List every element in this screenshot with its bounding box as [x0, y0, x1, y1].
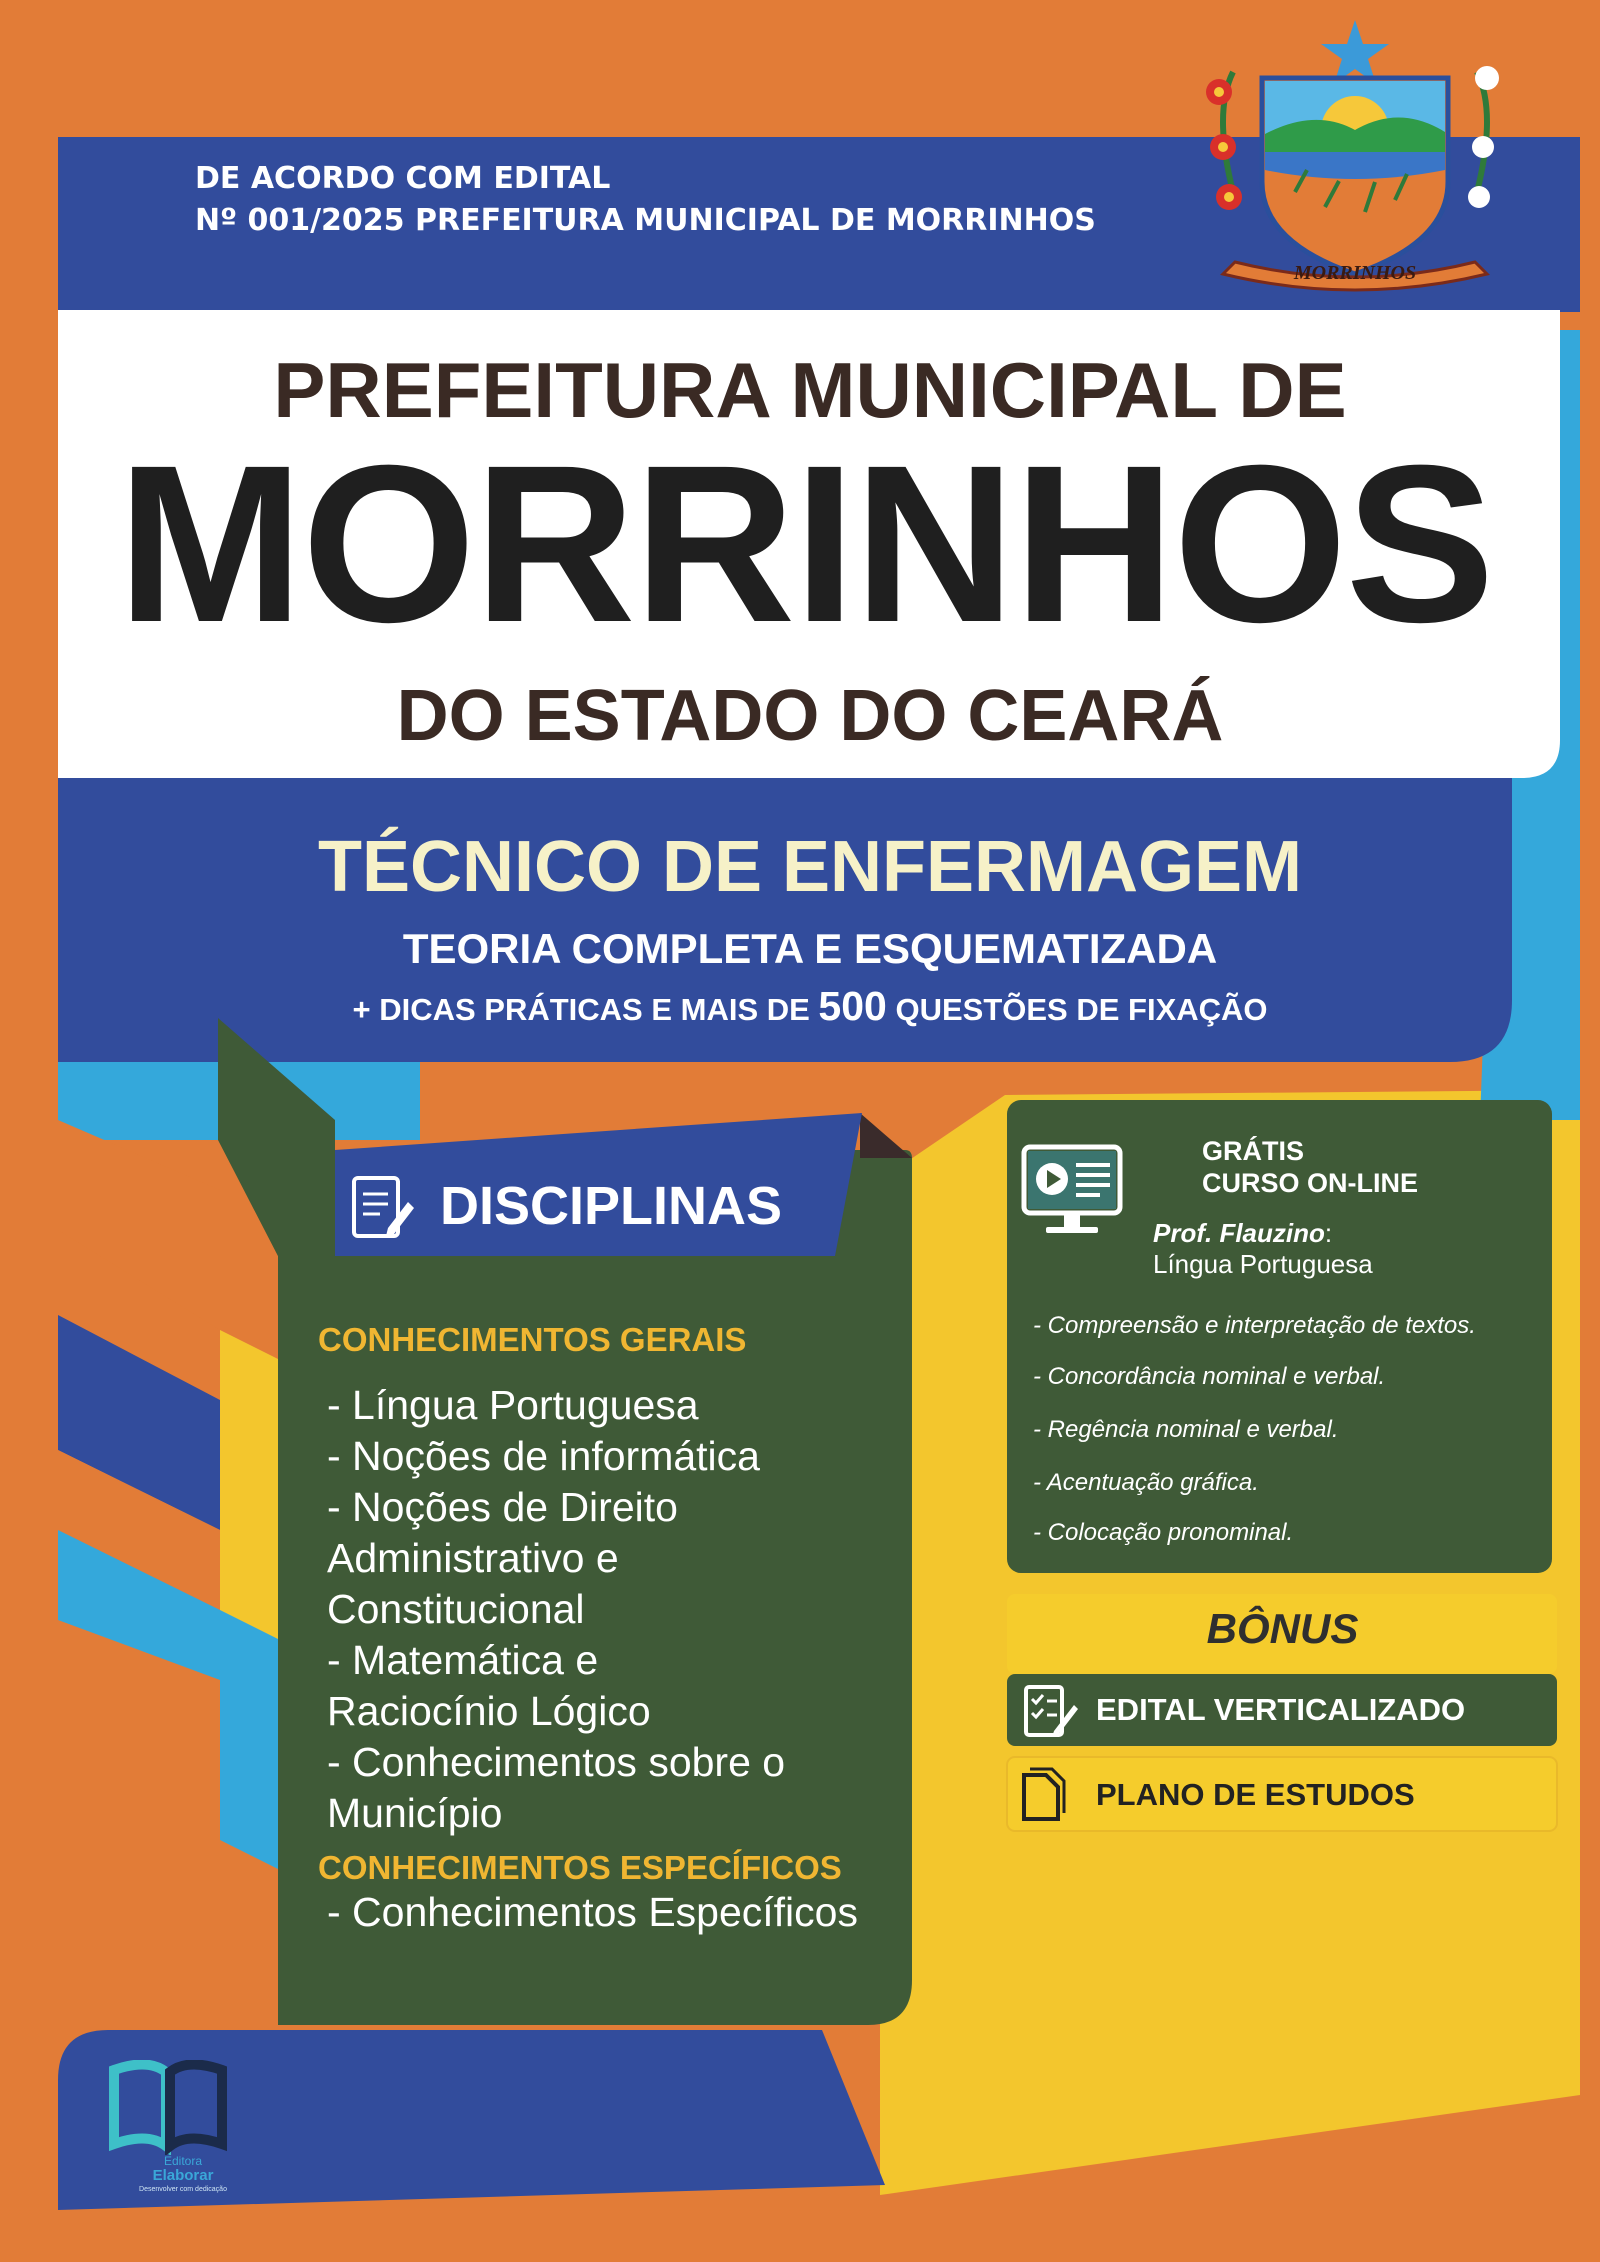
publisher-line-2: Elaborar — [152, 2167, 214, 2184]
publisher-tagline: Desenvolver com dedicação — [139, 2186, 227, 2193]
especificos-item: - Conhecimentos Específicos — [327, 1889, 858, 1935]
gerais-title: CONHECIMENTOS GERAIS — [318, 1321, 747, 1358]
edital-line-1: DE ACORDO COM EDITAL — [195, 161, 611, 196]
professor-name: Prof. Flauzino — [1153, 1218, 1325, 1248]
document-edit-icon — [350, 1172, 416, 1244]
bonus-item-plano: PLANO DE ESTUDOS — [1096, 1777, 1415, 1812]
document-icon — [1018, 1765, 1068, 1823]
cargo-extra-suffix: QUESTÕES DE FIXAÇÃO — [895, 992, 1268, 1027]
checklist-icon — [1020, 1683, 1080, 1739]
professor — [1153, 1218, 1373, 1280]
title-line-3: DO ESTADO DO CEARÁ — [396, 676, 1224, 756]
municipal-crest — [1165, 12, 1545, 297]
publisher-logo — [108, 2060, 228, 2155]
crest-ribbon-text: MORRINHOS — [1293, 262, 1417, 284]
gerais-item: - Língua Portuguesa — [327, 1382, 699, 1428]
gerais-item: - Conhecimentos sobre o Município — [327, 1739, 786, 1836]
bonus-title: BÔNUS — [1206, 1605, 1359, 1652]
professor-colon: : — [1324, 1218, 1333, 1248]
edital-line-2: Nº 001/2025 PREFEITURA MUNICIPAL DE MORRINHOS — [195, 203, 1096, 238]
curso-topic: - Regência nominal e verbal. — [1033, 1416, 1339, 1443]
edital-reference — [195, 158, 1096, 242]
bonus-item-edital: EDITAL VERTICALIZADO — [1096, 1692, 1466, 1727]
cargo-extra-number: 500 — [818, 983, 887, 1029]
curso-topic: - Concordância nominal e verbal. — [1033, 1363, 1386, 1390]
cargo-subtitle: TEORIA COMPLETA E ESQUEMATIZADA — [402, 925, 1218, 972]
cargo-extra — [60, 983, 1560, 1030]
curso-topic: - Acentuação gráfica. — [1033, 1469, 1259, 1496]
curso-line-2: CURSO ON-LINE — [1202, 1168, 1418, 1198]
professor-subject: Língua Portuguesa — [1153, 1249, 1373, 1279]
gerais-item: - Noções de informática — [327, 1433, 760, 1479]
gerais-item: - Matemática e Raciocínio Lógico — [327, 1637, 651, 1734]
publisher-line-1: Editora — [163, 2154, 203, 2168]
curso-line-1: GRÁTIS — [1202, 1136, 1305, 1166]
cargo-title: TÉCNICO DE ENFERMAGEM — [317, 827, 1303, 907]
video-lesson-icon — [1020, 1143, 1125, 1243]
gerais-item: - Noções de Direito Administrativo e Constitucional — [327, 1484, 678, 1632]
especificos-title: CONHECIMENTOS ESPECÍFICOS — [318, 1849, 842, 1886]
curso-gratis — [1202, 1135, 1418, 1199]
disciplinas-title: DISCIPLINAS — [440, 1176, 783, 1236]
cargo-extra-prefix: + DICAS PRÁTICAS E MAIS DE — [352, 992, 810, 1027]
curso-topic: - Colocação pronominal. — [1033, 1519, 1294, 1546]
title-line-1: PREFEITURA MUNICIPAL DE — [273, 346, 1347, 434]
curso-topic: - Compreensão e interpretação de textos. — [1033, 1312, 1476, 1339]
city-name: MORRINHOS — [117, 419, 1493, 669]
